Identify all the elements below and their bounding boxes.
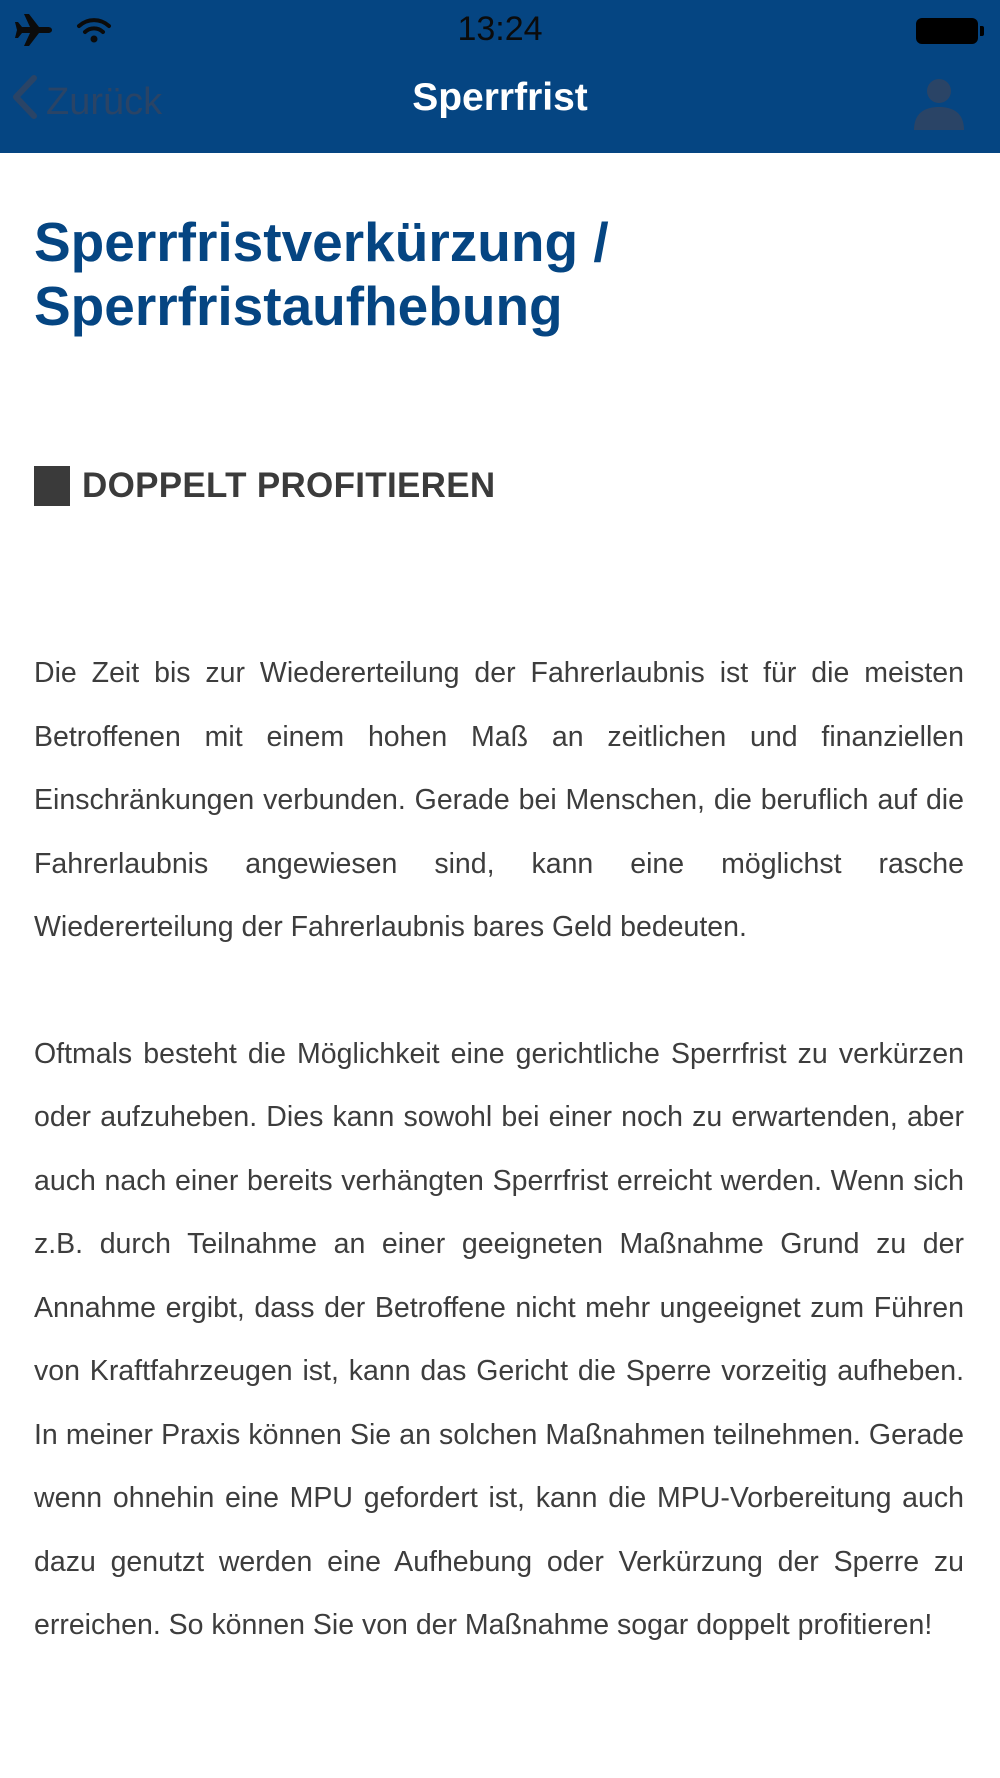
status-bar [0, 0, 1000, 62]
back-button-label: Zurück [46, 80, 163, 123]
square-bullet-icon [34, 466, 70, 506]
nav-title: Sperrfrist [412, 76, 588, 119]
top-bar [0, 0, 1000, 153]
profile-button[interactable] [908, 72, 970, 134]
content-area [34, 153, 964, 1658]
section-heading-text: DOPPELT PROFITIEREN [82, 466, 496, 505]
page-title [34, 210, 914, 338]
navigation-bar [0, 62, 1000, 153]
person-icon [908, 121, 970, 138]
page-title-line1: Sperrfristverkürzung / [34, 211, 609, 273]
page-title-line2: Sperrfristaufhebung [34, 275, 563, 337]
status-time: 13:24 [457, 10, 543, 48]
paragraph-2: Oftmals besteht die Möglichkeit eine gerichtliche Sperrfrist zu verkürzen oder aufzuheben. Dies kann sowohl bei einer noch zu erwartenden, aber auch nach einer bereits verhängten Sperrfrist erreicht werden. Wenn sich z.B. durch Teilnahme an einer geeigneten Maßnahme Grund zu der Annahme ergibt, dass der Betroffene nicht mehr ungeeignet zum Führen von Kraftfahrzeugen ist, kann das Gericht die Sperre vorzeitig aufheben. In meiner Praxis können Sie an solchen Maßnahmen teilnehmen. Gerade wenn ohnehin eine MPU gefordert ist, kann die MPU-Vorbereitung auch dazu genutzt werden eine Aufhebung oder Verkürzung der Sperre zu erreichen. So können Sie von der Maßnahme sogar doppelt profitieren! [34, 1037, 964, 1641]
paragraph-1: Die Zeit bis zur Wiedererteilung der Fahrerlaubnis ist für die meisten Betroffenen mit einem hohen Maß an zeitlichen und finanziellen Einschränkungen verbunden. Gerade bei Menschen, die beruflich auf die Fahrerlaubnis angewiesen sind, kann eine möglichst rasche Wiedererteilung der Fahrerlaubnis bares Geld bedeuten. [34, 657, 964, 943]
battery-icon [916, 18, 978, 44]
section-heading [34, 466, 964, 506]
